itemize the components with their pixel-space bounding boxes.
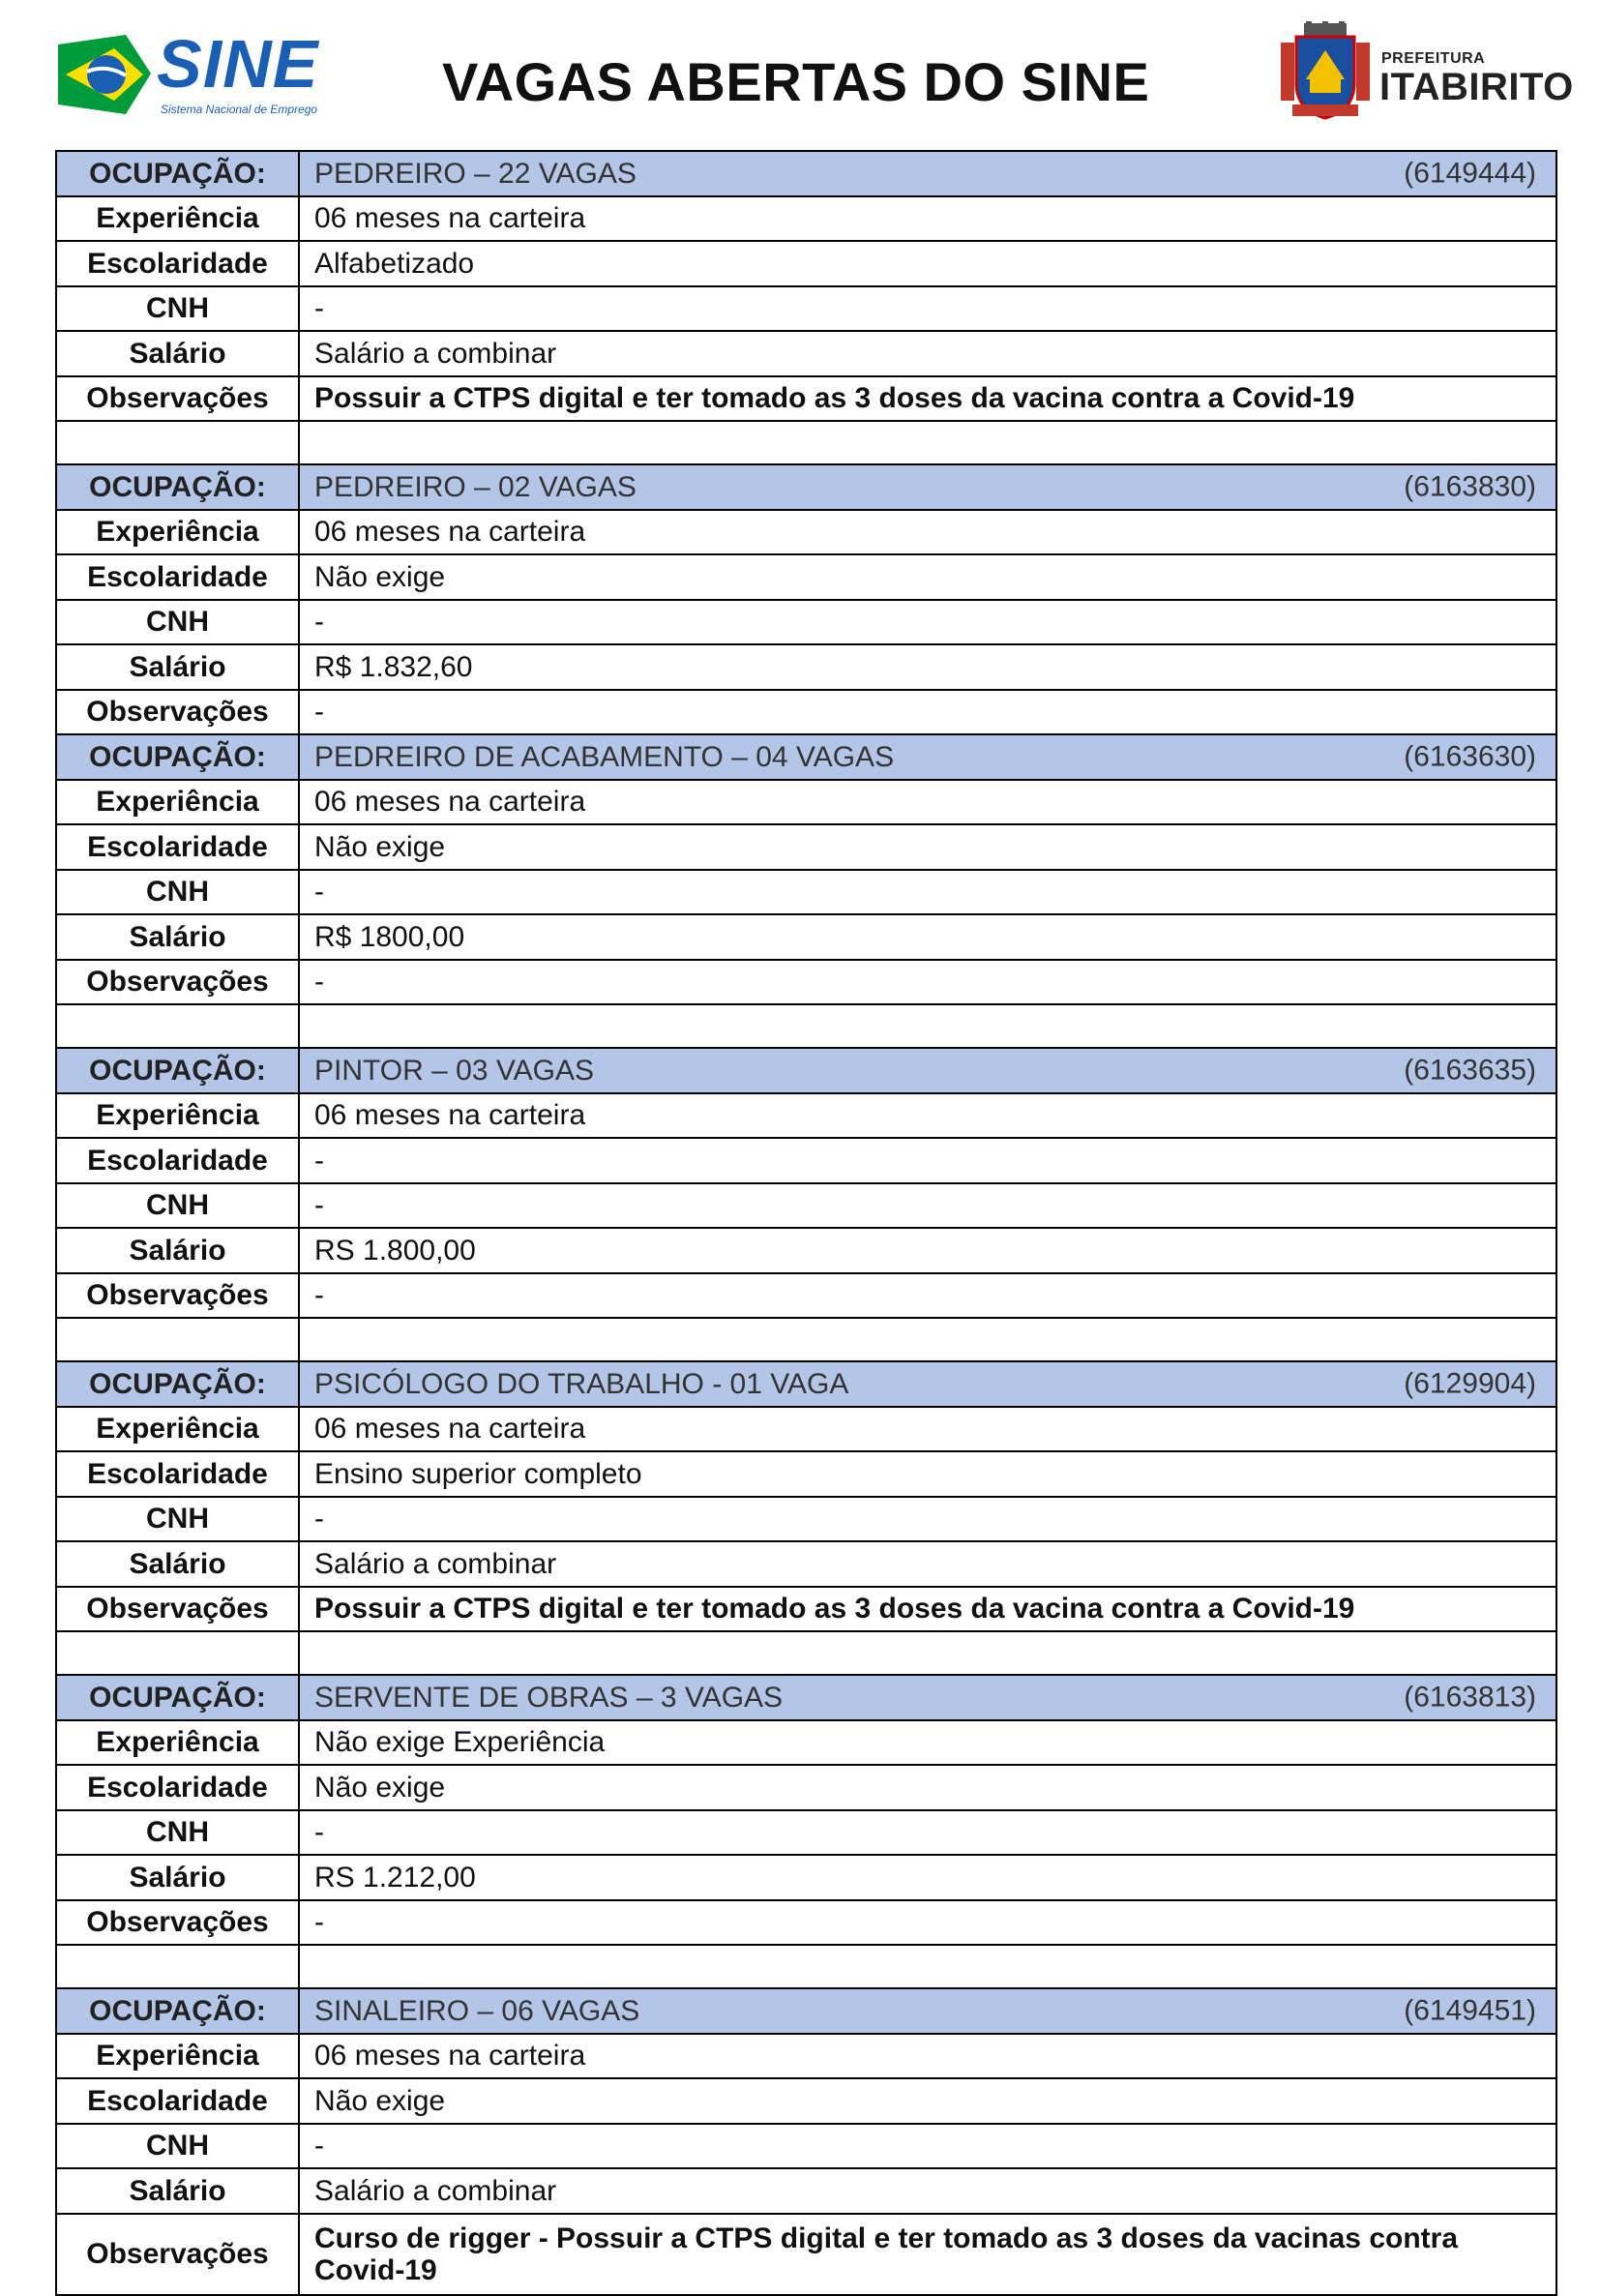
job-detail-row (56, 286, 1556, 332)
salary-label: Salário (56, 2168, 299, 2214)
job-detail-row (56, 1138, 1556, 1183)
experience-label: Experiência (56, 510, 299, 555)
job-detail-row (56, 1497, 1556, 1542)
job-detail-row (56, 376, 1556, 422)
spacer-cell (56, 1318, 299, 1361)
salary-value: R$ 1.832,60 (299, 644, 1556, 690)
job-detail-row (56, 2034, 1556, 2079)
salary-label: Salário (56, 331, 299, 376)
occupation-label: OCUPAÇÃO: (56, 734, 299, 780)
spacer-cell (56, 1004, 299, 1048)
experience-value: 06 meses na carteira (299, 196, 1556, 242)
spacer-row (56, 1318, 1556, 1361)
notes-value: - (299, 690, 1556, 735)
experience-value: 06 meses na carteira (299, 780, 1556, 825)
experience-value: 06 meses na carteira (299, 510, 1556, 555)
job-detail-row (56, 1720, 1556, 1766)
spacer-cell (299, 1318, 1556, 1361)
salary-value: RS 1.800,00 (299, 1228, 1556, 1273)
job-detail-row (56, 241, 1556, 286)
spacer-row (56, 1004, 1556, 1048)
job-detail-row (56, 1228, 1556, 1273)
job-detail-row (56, 824, 1556, 870)
occupation-label: OCUPAÇÃO: (56, 1988, 299, 2034)
spacer-row (56, 421, 1556, 464)
experience-value: 06 meses na carteira (299, 2034, 1556, 2079)
occupation-code: (6163630) (1404, 740, 1536, 773)
occupation-row (56, 1988, 1556, 2034)
notes-label: Observações (56, 2214, 299, 2295)
job-detail-row (56, 2078, 1556, 2124)
license-label: CNH (56, 600, 299, 645)
occupation-code: (6149451) (1404, 1994, 1536, 2027)
sine-flag-icon (58, 35, 151, 114)
schooling-value: Não exige (299, 1765, 1556, 1810)
sine-logo-subtitle: Sistema Nacional de Emprego (161, 103, 318, 116)
occupation-code: (6163813) (1404, 1681, 1536, 1714)
schooling-value: Não exige (299, 824, 1556, 870)
schooling-value: - (299, 1138, 1556, 1183)
schooling-label: Escolaridade (56, 1138, 299, 1183)
job-detail-row (56, 1541, 1556, 1587)
notes-value: Possuir a CTPS digital e ter tomado as 3 doses da vacina contra a Covid-19 (299, 376, 1556, 422)
occupation-title: PEDREIRO DE ACABAMENTO – 04 VAGAS (314, 740, 895, 773)
notes-label: Observações (56, 1273, 299, 1319)
job-detail-row (56, 1587, 1556, 1632)
spacer-cell (299, 1945, 1556, 1988)
license-value: - (299, 1810, 1556, 1856)
occupation-title: SINALEIRO – 06 VAGAS (314, 1994, 640, 2027)
occupation-cell (299, 464, 1556, 510)
salary-label: Salário (56, 644, 299, 690)
schooling-label: Escolaridade (56, 241, 299, 286)
license-value: - (299, 286, 1556, 332)
spacer-cell (56, 421, 299, 464)
experience-label: Experiência (56, 1720, 299, 1766)
notes-label: Observações (56, 1587, 299, 1632)
experience-value: 06 meses na carteira (299, 1407, 1556, 1452)
notes-value: - (299, 960, 1556, 1005)
occupation-label: OCUPAÇÃO: (56, 1048, 299, 1093)
experience-value: Não exige Experiência (299, 1720, 1556, 1766)
license-label: CNH (56, 1810, 299, 1856)
license-value: - (299, 600, 1556, 645)
occupation-label: OCUPAÇÃO: (56, 1675, 299, 1720)
license-value: - (299, 1497, 1556, 1542)
occupation-title: PEDREIRO – 22 VAGAS (314, 157, 637, 190)
license-label: CNH (56, 286, 299, 332)
occupation-title: PSICÓLOGO DO TRABALHO - 01 VAGA (314, 1367, 849, 1400)
occupation-title: SERVENTE DE OBRAS – 3 VAGAS (314, 1681, 784, 1714)
city-name: ITABIRITO (1379, 66, 1574, 108)
schooling-value: Alfabetizado (299, 241, 1556, 286)
experience-label: Experiência (56, 1093, 299, 1139)
salary-value: RS 1.212,00 (299, 1855, 1556, 1900)
spacer-cell (299, 1631, 1556, 1675)
occupation-label: OCUPAÇÃO: (56, 1361, 299, 1407)
occupation-row (56, 1048, 1556, 1093)
occupation-code: (6163830) (1404, 470, 1536, 503)
page-header (0, 0, 1600, 145)
schooling-label: Escolaridade (56, 1765, 299, 1810)
notes-label: Observações (56, 960, 299, 1005)
schooling-value: Não exige (299, 2078, 1556, 2124)
job-detail-row (56, 1273, 1556, 1319)
salary-value: R$ 1800,00 (299, 914, 1556, 960)
salary-value: Salário a combinar (299, 2168, 1556, 2214)
job-detail-row (56, 600, 1556, 645)
experience-label: Experiência (56, 196, 299, 242)
salary-label: Salário (56, 1541, 299, 1587)
occupation-row (56, 734, 1556, 780)
schooling-label: Escolaridade (56, 554, 299, 600)
occupation-title: PINTOR – 03 VAGAS (314, 1054, 594, 1087)
occupation-row (56, 464, 1556, 510)
job-detail-row (56, 196, 1556, 242)
job-detail-row (56, 554, 1556, 600)
job-detail-row (56, 870, 1556, 915)
city-crest-icon (1275, 21, 1376, 122)
experience-label: Experiência (56, 2034, 299, 2079)
occupation-label: OCUPAÇÃO: (56, 151, 299, 196)
occupation-cell (299, 151, 1556, 196)
job-detail-row (56, 1900, 1556, 1946)
schooling-value: Ensino superior completo (299, 1451, 1556, 1497)
job-detail-row (56, 1810, 1556, 1856)
spacer-cell (56, 1631, 299, 1675)
notes-value: Curso de rigger - Possuir a CTPS digital e ter tomado as 3 doses da vacinas contra Covid-19 (299, 2214, 1556, 2295)
experience-label: Experiência (56, 1407, 299, 1452)
occupation-cell (299, 1988, 1556, 2034)
occupation-label: OCUPAÇÃO: (56, 464, 299, 510)
occupation-cell (299, 1048, 1556, 1093)
license-label: CNH (56, 870, 299, 915)
job-detail-row (56, 690, 1556, 735)
salary-value: Salário a combinar (299, 1541, 1556, 1587)
occupation-code: (6129904) (1404, 1367, 1536, 1400)
occupation-code: (6149444) (1404, 157, 1536, 190)
sine-logo-text: SINE (157, 26, 319, 102)
occupation-row (56, 1361, 1556, 1407)
job-detail-row (56, 1093, 1556, 1139)
spacer-cell (56, 1945, 299, 1988)
license-value: - (299, 2124, 1556, 2169)
notes-value: - (299, 1900, 1556, 1946)
occupation-cell (299, 1361, 1556, 1407)
salary-value: Salário a combinar (299, 331, 1556, 376)
job-vacancies-table (55, 150, 1557, 2296)
job-detail-row (56, 1407, 1556, 1452)
job-detail-row (56, 914, 1556, 960)
spacer-row (56, 1945, 1556, 1988)
job-detail-row (56, 644, 1556, 690)
schooling-label: Escolaridade (56, 824, 299, 870)
notes-label: Observações (56, 1900, 299, 1946)
job-detail-row (56, 960, 1556, 1005)
salary-label: Salário (56, 1228, 299, 1273)
experience-label: Experiência (56, 780, 299, 825)
occupation-row (56, 1675, 1556, 1720)
job-detail-row (56, 2124, 1556, 2169)
notes-label: Observações (56, 690, 299, 735)
spacer-row (56, 1631, 1556, 1675)
notes-value: Possuir a CTPS digital e ter tomado as 3 doses da vacina contra a Covid-19 (299, 1587, 1556, 1632)
job-detail-row (56, 2168, 1556, 2214)
occupation-cell (299, 1675, 1556, 1720)
job-detail-row (56, 780, 1556, 825)
salary-label: Salário (56, 914, 299, 960)
page-title: VAGAS ABERTAS DO SINE (442, 51, 1150, 112)
schooling-value: Não exige (299, 554, 1556, 600)
spacer-cell (299, 1004, 1556, 1048)
notes-value: - (299, 1273, 1556, 1319)
occupation-title: PEDREIRO – 02 VAGAS (314, 470, 637, 503)
license-value: - (299, 870, 1556, 915)
license-label: CNH (56, 1497, 299, 1542)
license-value: - (299, 1183, 1556, 1229)
job-detail-row (56, 1765, 1556, 1810)
license-label: CNH (56, 1183, 299, 1229)
spacer-cell (299, 421, 1556, 464)
prefeitura-logo (1275, 21, 1574, 123)
notes-label: Observações (56, 376, 299, 422)
salary-label: Salário (56, 1855, 299, 1900)
prefeitura-label: PREFEITURA (1381, 50, 1486, 67)
license-label: CNH (56, 2124, 299, 2169)
experience-value: 06 meses na carteira (299, 1093, 1556, 1139)
job-detail-row (56, 510, 1556, 555)
occupation-row (56, 151, 1556, 196)
schooling-label: Escolaridade (56, 1451, 299, 1497)
job-detail-row (56, 2214, 1556, 2295)
job-detail-row (56, 1183, 1556, 1229)
job-detail-row (56, 1451, 1556, 1497)
job-detail-row (56, 331, 1556, 376)
occupation-cell (299, 734, 1556, 780)
sine-logo (58, 26, 339, 120)
schooling-label: Escolaridade (56, 2078, 299, 2124)
job-detail-row (56, 1855, 1556, 1900)
occupation-code: (6163635) (1404, 1054, 1536, 1087)
